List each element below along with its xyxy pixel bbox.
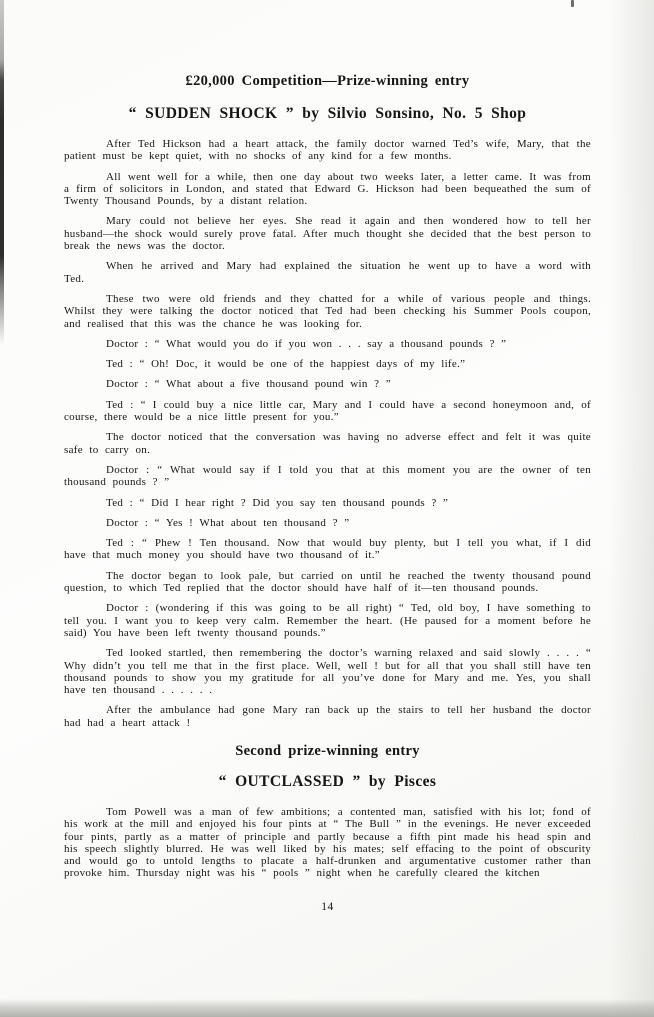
story1-paragraph: The doctor noticed that the conversation was having no adverse effect and felt it was quite safe to carry on. <box>64 431 591 456</box>
scan-edge-left-artifact <box>0 0 4 345</box>
story1-paragraph: Ted looked startled, then remembering the doctor’s warning relaxed and said slowly . . . . “ Why didn’t you tell me that in the first place. Well, well ! but for all that you shall still have ten thousand pounds to show you my gratitude for all you’ve done for Mary and me. Yes, you shall have ten thousand . . . . . . <box>64 647 591 697</box>
story1-dialogue-line: Doctor : “ What would you do if you won . . . say a thousand pounds ? ” <box>106 337 507 350</box>
scan-edge-right-shadow <box>608 0 654 1017</box>
story1-dialogue-line: Ted : “ Oh! Doc, it would be one of the happiest days of my life.” <box>106 358 466 371</box>
page-number: 14 <box>321 900 334 913</box>
story1-paragraph: When he arrived and Mary had explained the situation he went up to have a word with Ted. <box>64 260 591 285</box>
story1-paragraph: After Ted Hickson had a heart attack, the family doctor warned Ted’s wife, Mary, that the patient must be kept quiet, with no shocks of any kind for a few months. <box>64 138 591 163</box>
story1-dialogue-line: Doctor : “ What would say if I told you that at this moment you are the owner of ten thousand pounds ? ” <box>64 463 591 489</box>
story1-dialogue-line: Ted : “ I could buy a nice little car, Mary and I could have a second honeymoon and, of course, there would be a nice little present for you.” <box>64 398 591 424</box>
second-prize-heading: Second prize-winning entry <box>235 742 420 759</box>
scan-speck-artifact <box>571 0 574 7</box>
scan-edge-bottom-artifact <box>0 999 654 1017</box>
story1-title-heading: “ SUDDEN SHOCK ” by Silvio Sonsino, No. 5 Shop <box>128 105 527 122</box>
story1-paragraph: These two were old friends and they chatted for a while of various people and things. Whilst they were talking the doctor noticed that Ted had been checking his Summer Pools coupon, and realised that this was the chance he was looking for. <box>64 292 591 330</box>
story1-dialogue-line: Doctor : “ Yes ! What about ten thousand ? ” <box>106 516 350 529</box>
story2-paragraph: Tom Powell was a man of few ambitions; a contented man, satisfied with his lot; fond of his work at the mill and enjoyed his four pints at “ The Bull ” in the evenings. He never exceeded four pints, partly as a matter of principle and partly because a fifth pint made his head spin and his speech slightly blurred. He was well liked by his mates; self effacing to the point of obscurity and would go to untold lengths to placate a half-drunken and argumentative customer rather than provoke him. Thursday night was his “ pools ” night when he carefully cleared the kitchen <box>64 805 591 880</box>
story1-paragraph: The doctor began to look pale, but carried on until he reached the twenty thousand pound question, to which Ted replied that the doctor should have half of it—ten thousand pounds. <box>64 569 591 595</box>
story1-paragraph: After the ambulance had gone Mary ran back up the stairs to tell her husband the doctor had had a heart attack ! <box>64 704 591 729</box>
story2-title-heading: “ OUTCLASSED ” by Pisces <box>218 772 437 790</box>
page-content <box>64 73 591 913</box>
story1-dialogue-line: Doctor : (wondering if this was going to be all right) “ Ted, old boy, I have something to tell you. I want you to keep very calm. Remember the heart. (He paused for a moment before he said) You have been left twenty thousand pounds.” <box>64 602 591 639</box>
competition-heading: £20,000 Competition—Prize-winning entry <box>185 73 470 89</box>
story1-paragraph: All went well for a while, then one day about two weeks later, a letter came. It was from a firm of solicitors in London, and stated that Edward G. Hickson had been bequeathed the sum of Twenty Thousand Pounds, by a distant relation. <box>64 170 591 208</box>
story1-dialogue-line: Doctor : “ What about a five thousand pound win ? ” <box>106 378 391 391</box>
story1-paragraph: Mary could not believe her eyes. She read it again and then wondered how to tell her husband—the shock would surely prove fatal. After much thought she decided that the best person to break the news was the doctor. <box>64 215 591 253</box>
story1-dialogue-line: Ted : “ Phew ! Ten thousand. Now that would buy plenty, but I tell you what, if I did have that much money you should have two thousand of it.” <box>64 537 591 562</box>
story1-dialogue-line: Ted : “ Did I hear right ? Did you say ten thousand pounds ? ” <box>106 496 449 509</box>
